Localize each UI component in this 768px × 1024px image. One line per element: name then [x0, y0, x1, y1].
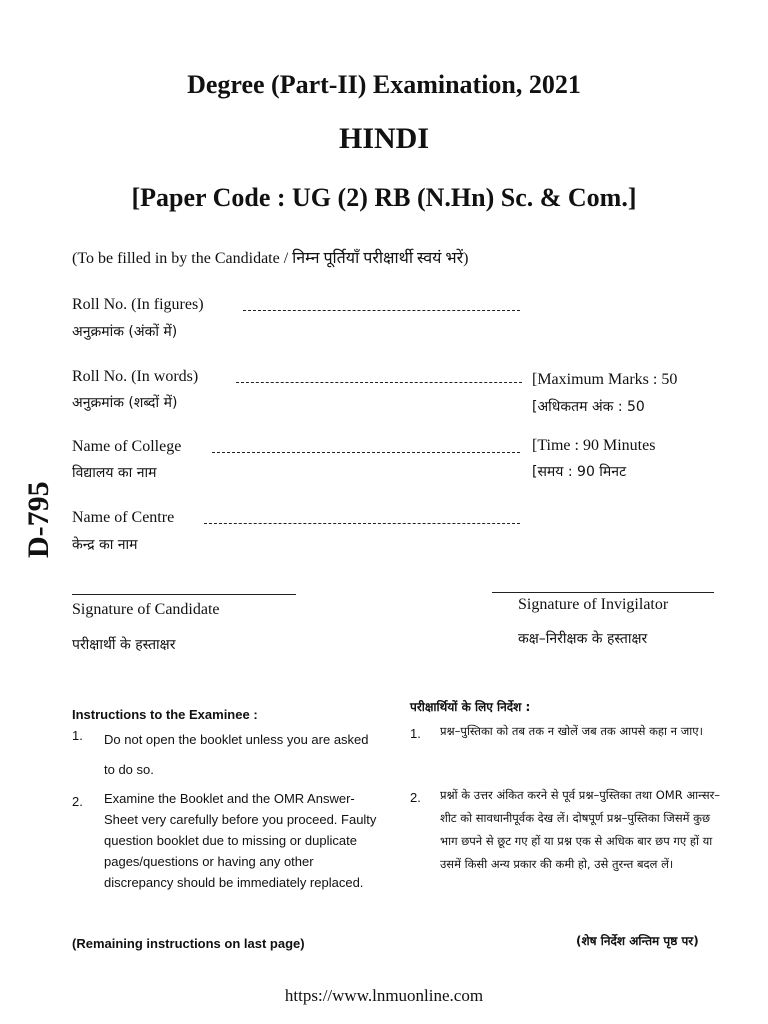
booklet-code	[16, 440, 56, 560]
instructions-hi-footer: (शेष निर्देश अन्तिम पृष्ठ पर)	[576, 934, 699, 948]
roll-words-field[interactable]	[236, 382, 522, 383]
fill-note: (To be filled in by the Candidate / निम्न पूर्तियाँ परीक्षार्थी स्वयं भरें)	[72, 250, 469, 267]
exam-title: Degree (Part-II) Examination, 2021	[187, 70, 581, 99]
invigilator-signature-label: Signature of Invigilator	[518, 596, 669, 613]
booklet-code-text: D-795	[22, 481, 55, 558]
invigilator-signature-hindi: कक्ष–निरीक्षक के हस्ताक्षर	[518, 631, 648, 647]
centre-label: Name of Centre	[72, 509, 175, 526]
college-label: Name of College	[72, 438, 182, 455]
instruction-en-1: Do not open the booklet unless you are asked to do so.	[104, 732, 369, 777]
roll-words-hindi: अनुक्रमांक (शब्दों में)	[72, 395, 178, 411]
roll-words-label: Roll No. (In words)	[72, 368, 199, 385]
instructions-en-heading: Instructions to the Examinee :	[72, 707, 258, 722]
roll-figures-label: Roll No. (In figures)	[72, 296, 204, 313]
instruction-hi-1: प्रश्न–पुस्तिका को तब तक न खोलें जब तक आपसे कहा न जाए।	[440, 724, 703, 738]
instruction-en-1-num: 1.	[72, 728, 83, 743]
college-field[interactable]	[212, 452, 520, 453]
instruction-hi-1-num: 1.	[410, 726, 421, 741]
time-limit-hindi: [समय : 90 मिनट	[532, 464, 627, 480]
college-hindi: विद्यालय का नाम	[72, 465, 157, 481]
footer-url[interactable]: https://www.lnmuonline.com	[284, 986, 484, 1005]
paper-code: [Paper Code : UG (2) RB (N.Hn) Sc. & Com.]	[131, 183, 637, 212]
max-marks-hindi: [अधिकतम अंक : 50	[532, 399, 645, 415]
instruction-en-2-num: 2.	[72, 794, 83, 809]
instructions-hi-heading: परीक्षार्थियों के लिए निर्देश :	[410, 700, 531, 714]
instruction-en-2: Examine the Booklet and the OMR Answer-Sheet very carefully before you proceed. Faulty question booklet due to missing or duplicate pages/questions or having any other discrepancy should be immediately replaced.	[104, 791, 377, 890]
candidate-signature-line[interactable]	[72, 594, 296, 595]
time-limit: [Time : 90 Minutes	[532, 437, 656, 454]
roll-figures-hindi: अनुक्रमांक (अंकों में)	[72, 324, 178, 340]
centre-hindi: केन्द्र का नाम	[72, 537, 138, 553]
invigilator-signature-line[interactable]	[492, 592, 714, 593]
subject-title: HINDI	[338, 122, 429, 155]
instruction-hi-2: प्रश्नों के उत्तर अंकित करने से पूर्व प्रश्न–पुस्तिका तथा OMR आन्सर–शीट को सावधानीपूर्वक देख लें। दोषपूर्ण प्रश्न–पुस्तिका जिसमें कुछ भाग छपने से छूट गए हों या प्रश्न एक से अधिक बार छप गए हों या उसमें किसी अन्य प्रकार की कमी हो, उसे तुरन्त बदल लें।	[440, 788, 721, 871]
candidate-signature-label: Signature of Candidate	[72, 601, 220, 618]
max-marks: [Maximum Marks : 50	[532, 371, 678, 388]
instructions-en-footer: (Remaining instructions on last page)	[72, 936, 305, 951]
roll-figures-field[interactable]	[243, 310, 520, 311]
instruction-hi-2-num: 2.	[410, 790, 421, 805]
candidate-signature-hindi: परीक्षार्थी के हस्ताक्षर	[72, 637, 176, 653]
centre-field[interactable]	[204, 523, 520, 524]
